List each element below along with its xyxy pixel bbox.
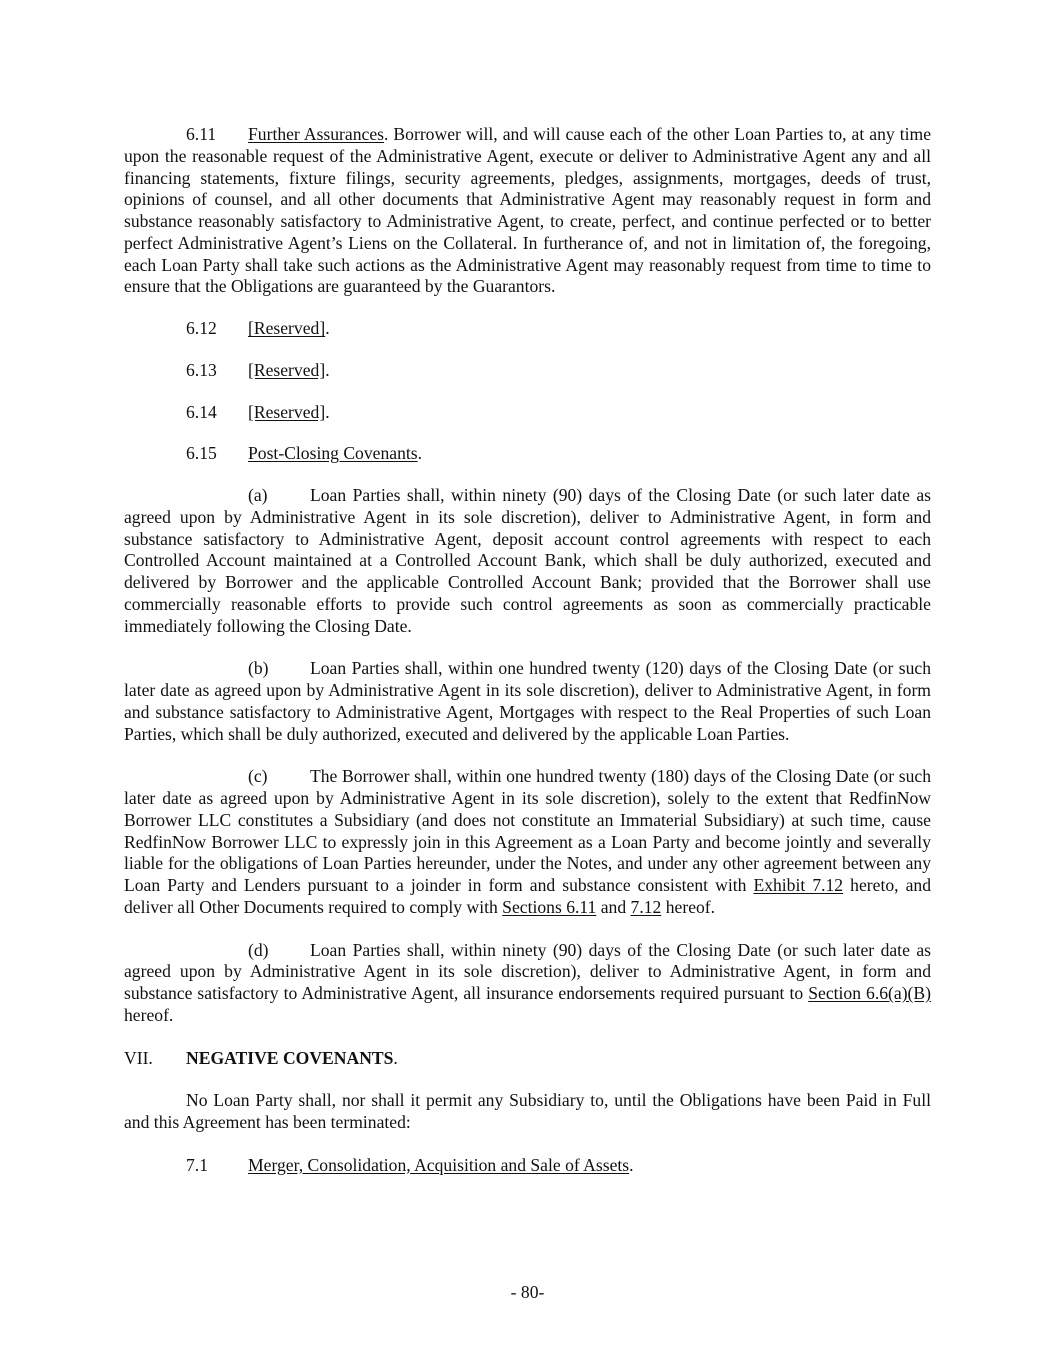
paragraph-d: (d) Loan Parties shall, within ninety (90) days of the Closing Date (or such later date as agreed upon by Administrative Agent in its sole discretion), deliver to Administrative Agent, in form and substance satisfactory to Administrative Agent, all insurance endorsements required pursuant to Section 6.6(a)(B) hereof. [124,939,931,1025]
paragraph-body: Loan Parties shall, within ninety (90) days of the Closing Date (or such later date as agreed upon by Administrative Agent in its sole discretion), deliver to Administrative Agent, in form and substance satisfactory to Administrative Agent, deposit account control agreements with respect to each Controlled Account maintained at a Controlled Account Bank, which shall be duly authorized, executed and delivered by Borrower and the applicable Controlled Account Bank; provided that the Borrower shall use commercially reasonable efforts to provide such control agreements as soon as commercially practicable immediately following the Closing Date. [124,485,931,636]
section-title: [Reserved] [248,359,326,380]
section-6-14: 6.14 [Reserved]. [186,401,330,422]
article-title: NEGATIVE COVENANTS [186,1047,394,1068]
paragraph-label: (b) [248,658,269,679]
article-heading: VII. NEGATIVE COVENANTS. [124,1047,398,1068]
article-number: VII. [124,1047,153,1068]
paragraph-a [124,485,931,637]
section-6-13: 6.13 [Reserved]. [186,359,330,380]
paragraph-label: (d) [248,939,269,960]
exhibit-reference: Exhibit 7.12 [753,875,844,895]
section-number: 6.14 [186,401,217,422]
section-7-1: 7.1 Merger, Consolidation, Acquisition and Sale of Assets. [186,1154,634,1175]
article-intro: No Loan Party shall, nor shall it permit any Subsidiary to, until the Obligations have been Paid in Full and this Agreement has been terminated: [124,1090,931,1132]
section-number: 7.1 [186,1154,208,1175]
document-page [124,124,931,1177]
section-number: 6.15 [186,443,217,464]
paragraph-label: (a) [248,485,268,505]
section-reference: Section 6.6(a)(B) [808,983,931,1003]
section-title: Post-Closing Covenants [248,443,418,464]
section-reference: 7.12 [630,896,662,917]
section-reference: Sections 6.11 [502,896,597,917]
section-6-15: 6.15 Post-Closing Covenants. [186,443,423,464]
section-body: . Borrower will, and will cause each of the other Loan Parties to, at any time upon the reasonable request of the Administrative Agent, execute or deliver to Administrative Agent any and all financing statements, fixture filings, security agreements, pledges, assignments, mortgages, deeds of trust, opinions of counsel, and all other documents that Administrative Agent may reasonably request in form and substance reasonably satisfactory to Administrative Agent, to create, perfect, and continue perfected or to better perfect Administrative Agent’s Liens on the Collateral. In furtherance of, and not in limitation of, the foregoing, each Loan Party shall take such actions as the Administrative Agent may reasonably request from time to time to ensure that the Obligations are guaranteed by the Guarantors. [124,124,931,297]
paragraph-body: Loan Parties shall, within one hundred twenty (120) days of the Closing Date (or such later date as agreed upon by Administrative Agent in its sole discretion), deliver to Administrative Agent, in form and substance satisfactory to Administrative Agent, Mortgages with respect to the Real Properties of such Loan Parties, which shall be duly authorized, executed and delivered by the applicable Loan Parties. [124,658,931,744]
section-title: [Reserved] [248,401,326,422]
section-6-11 [124,124,931,298]
paragraph-b [124,658,931,745]
section-title: Further Assurances [248,124,384,144]
section-number: 6.11 [186,124,217,144]
section-number: 6.12 [186,318,217,338]
page-number: - 80- [510,1282,545,1302]
section-title: [Reserved] [248,318,326,338]
section-6-12: 6.12 [Reserved]. [186,318,330,338]
paragraph-label: (c) [248,766,268,787]
section-title: Merger, Consolidation, Acquisition and Sale of Assets [248,1154,630,1175]
section-number: 6.13 [186,359,217,380]
paragraph-c: (c) The Borrower shall, within one hundred twenty (180) days of the Closing Date (or such later date as agreed upon by Administrative Agent in its sole discretion), solely to the extent that RedfinNow Borrower LLC constitutes a Subsidiary (and does not constitute an Immaterial Subsidiary) at such time, cause RedfinNow Borrower LLC to expressly join in this Agreement as a Loan Party and become jointly and severally liable for the obligations of Loan Parties hereunder, under the Notes, and under any other agreement between any Loan Party and Lenders pursuant to a joinder in form and substance consistent with Exhibit 7.12 hereto, and deliver all Other Documents required to comply with Sections 6.11 and 7.12 hereof. [124,766,931,917]
